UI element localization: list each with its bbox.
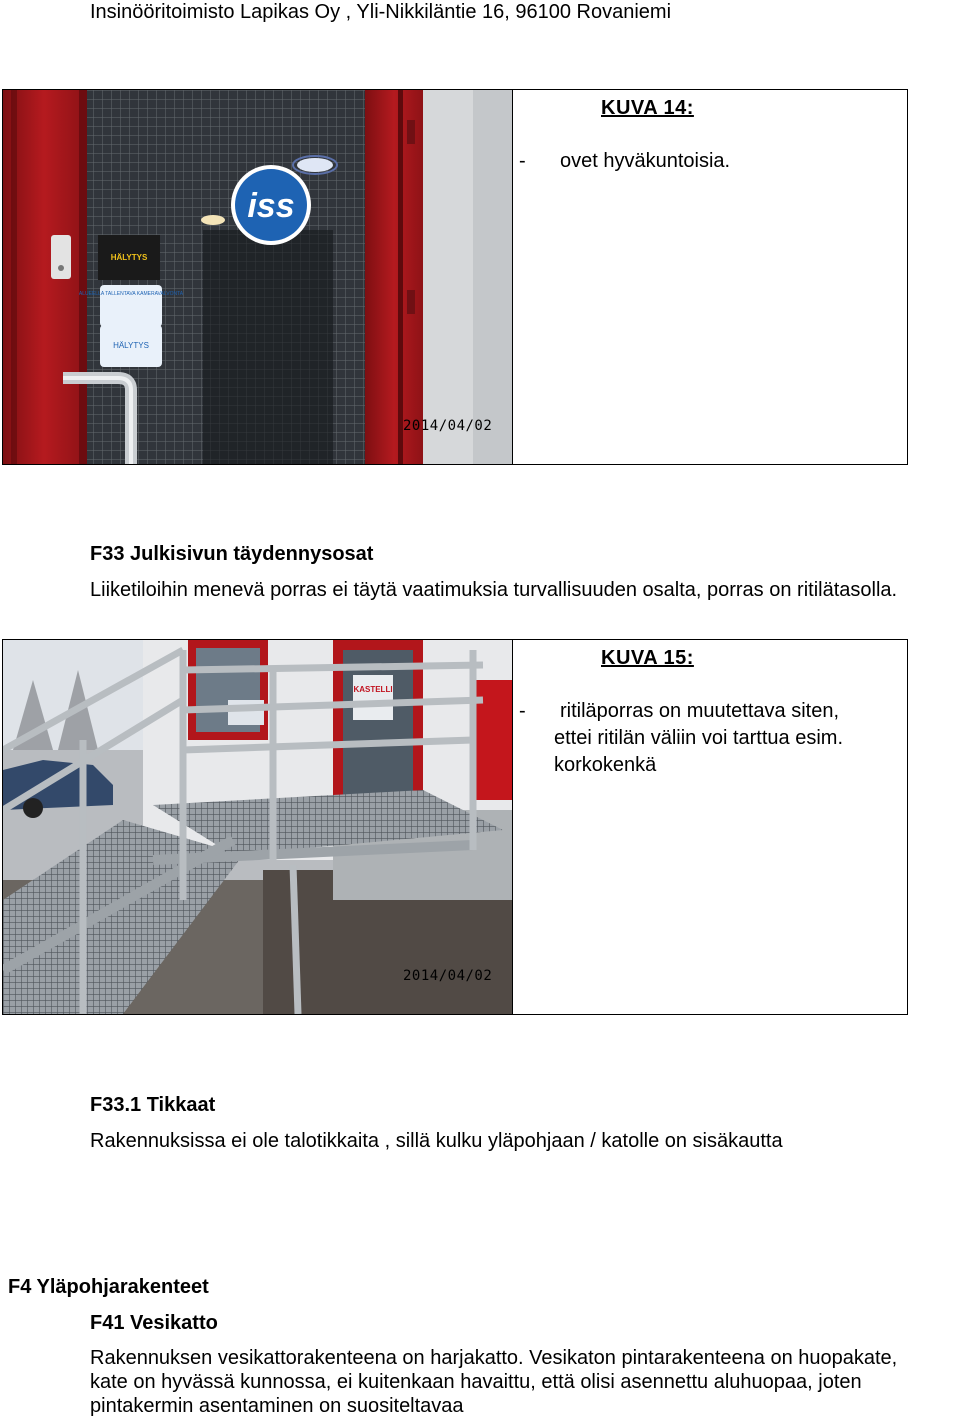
figure-15-bullet-list bbox=[554, 698, 843, 779]
section-f33-body: Liiketiloihin menevä porras ei täytä vaatimuksia turvallisuuden osalta, porras on ritilätasolla. bbox=[90, 579, 898, 601]
staircase-photo bbox=[3, 640, 513, 1014]
photo-15-sign-text: KASTELLI bbox=[353, 685, 393, 694]
figure-15-bullet-line: korkokenkä bbox=[554, 754, 657, 776]
section-f41-body bbox=[90, 1346, 897, 1418]
door-photo bbox=[3, 90, 513, 464]
figure-15-photo bbox=[3, 640, 513, 1014]
figure-14-table bbox=[2, 89, 908, 465]
section-f331-heading: F33.1 Tikkaat bbox=[90, 1094, 216, 1116]
sticker-middle-text: ALUEELLA TALLENTAVA KAMERAVALVONTA bbox=[78, 291, 184, 297]
section-f41-body-line: pintakermin asentaminen on suositeltavaa bbox=[90, 1395, 464, 1417]
sticker-bottom-text: HÄLYTYS bbox=[113, 341, 149, 350]
section-f331-body: Rakennuksissa ei ole talotikkaita , sillä kulku yläpohjaan / katolle on sisäkautta bbox=[90, 1130, 783, 1152]
photo-14-datestamp: 2014/04/02 bbox=[403, 418, 493, 434]
figure-15-bullet-line: ritiläporras on muutettava siten, bbox=[560, 700, 840, 722]
figure-15-bullet-dash: - bbox=[519, 700, 526, 722]
section-f4-heading: F4 Yläpohjarakenteet bbox=[8, 1276, 209, 1298]
figure-14-bullet-dash: - bbox=[519, 150, 526, 172]
page-header: Insinööritoimisto Lapikas Oy , Yli-Nikkiläntie 16, 96100 Rovaniemi bbox=[90, 1, 672, 23]
section-f41-heading: F41 Vesikatto bbox=[90, 1312, 218, 1334]
sticker-top-text: HÄLYTYS bbox=[110, 253, 148, 262]
iss-logo-text: iss bbox=[247, 187, 295, 225]
figure-15-table bbox=[2, 639, 908, 1015]
figure-15-title: KUVA 15: bbox=[601, 647, 694, 669]
figure-14-title: KUVA 14: bbox=[601, 97, 694, 119]
photo-15-datestamp: 2014/04/02 bbox=[403, 968, 493, 984]
figure-14-bullet-text: ovet hyväkuntoisia. bbox=[560, 150, 731, 172]
figure-15-bullet-line: ettei ritilän väliin voi tarttua esim. bbox=[554, 727, 844, 749]
section-f41-body-line: kate on hyvässä kunnossa, ei kuitenkaan havaittu, että olisi asennettu aluhuopaa, joten bbox=[90, 1371, 862, 1393]
figure-14-photo bbox=[3, 90, 513, 464]
section-f41-body-line: Rakennuksen vesikattorakenteena on harjakatto. Vesikaton pintarakenteena on huopakate, bbox=[90, 1347, 898, 1369]
section-f33-heading: F33 Julkisivun täydennysosat bbox=[90, 543, 374, 565]
